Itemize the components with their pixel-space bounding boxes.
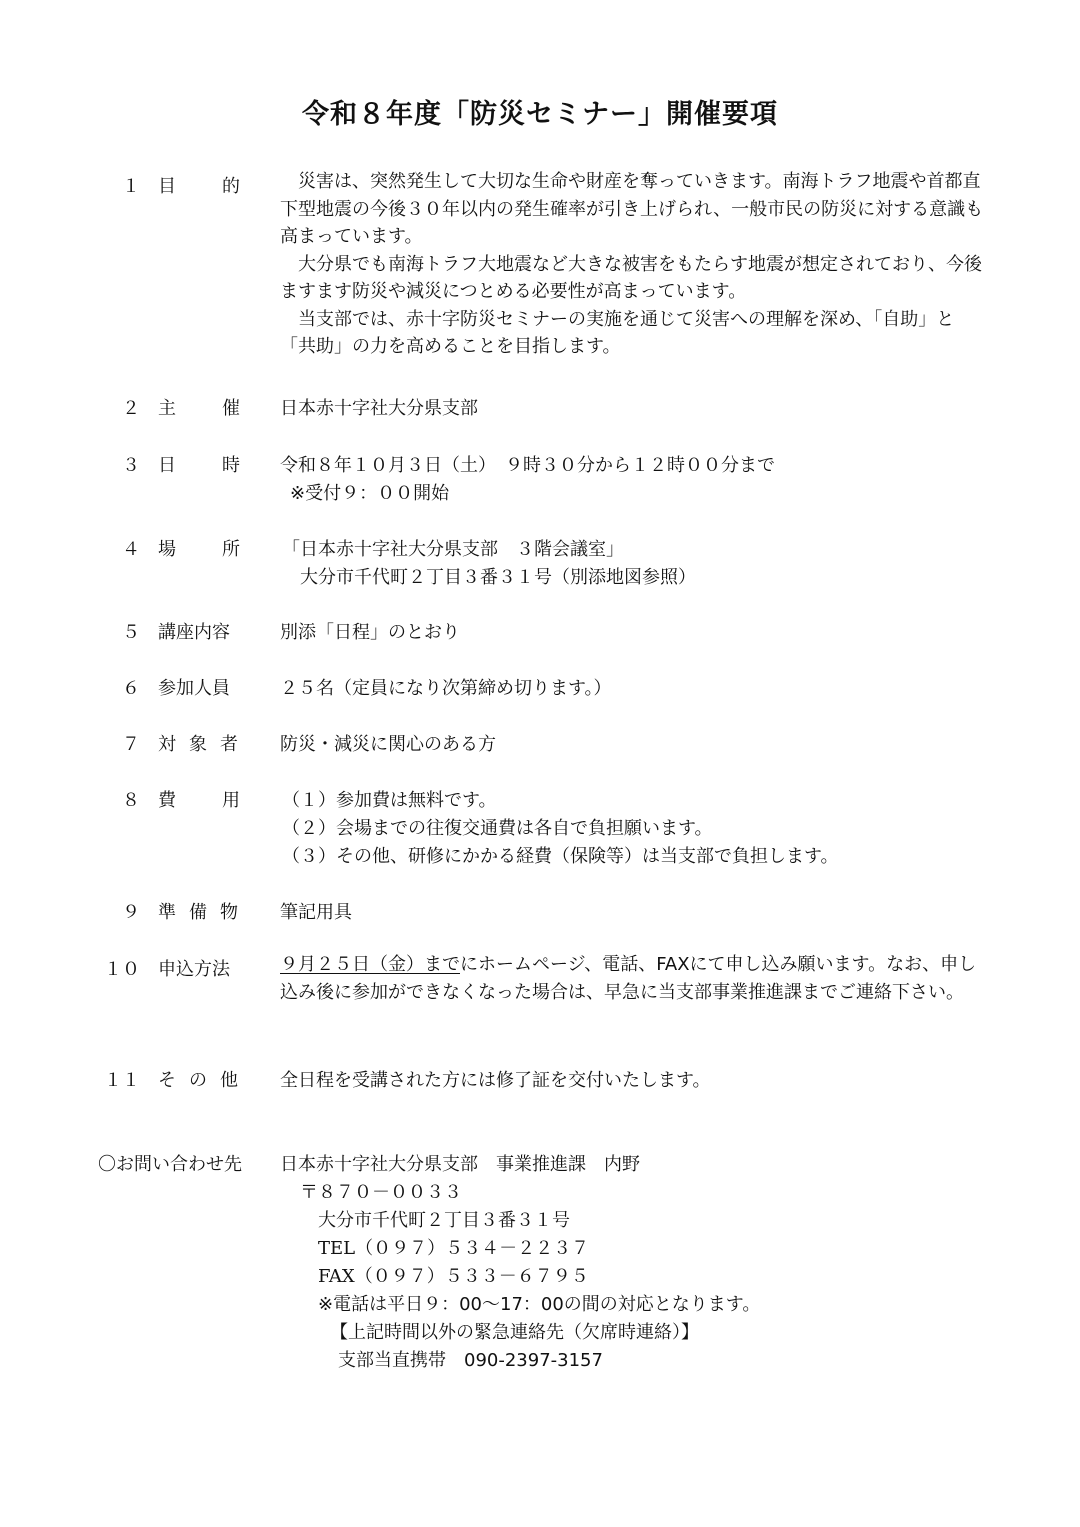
contact-org: 日本赤十字社大分県支部 事業推進課 内野: [280, 1154, 640, 1175]
contact-address: 大分市千代町２丁目３番３１号: [318, 1210, 570, 1231]
capacity-text: ２５名（定員になり次第締め切ります。）: [280, 678, 612, 699]
venue-name: 「日本赤十字社大分県支部 ３階会議室」: [282, 539, 624, 560]
cost-line: （２）会場までの往復交通費は各自で負担願います。: [282, 818, 713, 839]
reception-note: ※受付９：００開始: [290, 483, 450, 504]
section-number: １: [122, 176, 140, 197]
target-text: 防災・減災に関心のある方: [280, 734, 496, 755]
cost-line: （１）参加費は無料です。: [282, 790, 497, 811]
label-char: 所: [222, 539, 240, 560]
label-char: の: [189, 1070, 207, 1091]
venue-address: 大分市千代町２丁目３番３１号（別添地図参照）: [300, 567, 696, 588]
section-number: ２: [122, 398, 140, 419]
purpose-paragraph: 当支部では、赤十字防災セミナーの実施を通じて災害への理解を深め、「自助」と「共助」の力を高めることを目指します。: [280, 308, 955, 357]
label-char: 用: [222, 790, 240, 811]
purpose-paragraph: 災害は、突然発生して大切な生命や財産を奪っていきます。南海トラフ地震や首都直下型地震の今後３０年以内の発生確率が引き上げられ、一般市民の防災に対する意識も高まっています。: [280, 171, 984, 247]
section-label: [158, 1066, 238, 1092]
label-char: 催: [222, 398, 240, 419]
label-char: 目: [158, 176, 176, 197]
section-number: ５: [122, 622, 140, 643]
content-text: 別添「日程」のとおり: [280, 622, 460, 643]
section-number: ７: [122, 734, 140, 755]
label-char: 物: [220, 902, 238, 923]
contact-postal: 〒８７０－００３３: [300, 1182, 462, 1203]
section-number: ６: [122, 678, 140, 699]
section-label: [158, 898, 238, 924]
section-number: ３: [122, 455, 140, 476]
label-char: 象: [189, 734, 207, 755]
apply-instructions: にホームページ、電話、FAXにて申し込み願います。なお、申し込み後に参加ができなくなった場合は、早急に当支部事業推進課までご連絡下さい。: [280, 954, 977, 1003]
label-char: 日: [158, 455, 176, 476]
section-label: 講座内容: [158, 622, 230, 643]
section-number: １１: [104, 1070, 140, 1091]
label-char: 他: [220, 1070, 238, 1091]
section-number: ９: [122, 902, 140, 923]
label-char: 備: [189, 902, 207, 923]
cost-line: （３）その他、研修にかかる経費（保険等）は当支部で負担します。: [282, 846, 839, 867]
section-label: [158, 786, 240, 812]
section-label: [158, 451, 240, 477]
label-char: 主: [158, 398, 176, 419]
contact-fax: FAX（０９７）５３３－６７９５: [318, 1266, 589, 1287]
section-label: [158, 730, 238, 756]
label-char: そ: [158, 1070, 176, 1091]
purpose-text: [280, 168, 985, 361]
section-label: [158, 394, 240, 420]
section-number: １０: [104, 959, 140, 980]
section-label: 参加人員: [158, 678, 230, 699]
items-needed-text: 筆記用具: [280, 902, 352, 923]
section-number: ８: [122, 790, 140, 811]
section-number: ４: [122, 539, 140, 560]
label-char: 準: [158, 902, 176, 923]
emergency-heading: 【上記時間以外の緊急連絡先（欠席時連絡）】: [330, 1322, 699, 1343]
label-char: 時: [222, 455, 240, 476]
label-char: 的: [222, 176, 240, 197]
other-text: 全日程を受講された方には修了証を交付いたします。: [280, 1070, 711, 1091]
label-char: 対: [158, 734, 176, 755]
contact-heading: 〇お問い合わせ先: [98, 1154, 242, 1175]
contact-hours: ※電話は平日９：00～17：00の間の対応となります。: [318, 1294, 761, 1315]
datetime-text: 令和８年１０月３日（土） ９時３０分から１２時００分まで: [280, 455, 775, 476]
section-label: [158, 535, 240, 561]
host-text: 日本赤十字社大分県支部: [280, 398, 478, 419]
section-label: 申込方法: [158, 959, 230, 980]
contact-tel: TEL（０９７）５３４－２２３７: [318, 1238, 590, 1259]
section-label: [158, 172, 240, 198]
purpose-paragraph: 大分県でも南海トラフ大地震など大きな被害をもたらす地震が想定されており、今後ますます防災や減災につとめる必要性が高まっています。: [280, 253, 982, 302]
label-char: 場: [158, 539, 176, 560]
page-title: 令和８年度「防災セミナー」開催要項: [302, 99, 778, 130]
emergency-phone: 支部当直携帯 090-2397-3157: [338, 1350, 603, 1371]
apply-deadline: ９月２５日（金）まで: [280, 954, 460, 975]
label-char: 費: [158, 790, 176, 811]
apply-text: [280, 951, 985, 1006]
label-char: 者: [220, 734, 238, 755]
